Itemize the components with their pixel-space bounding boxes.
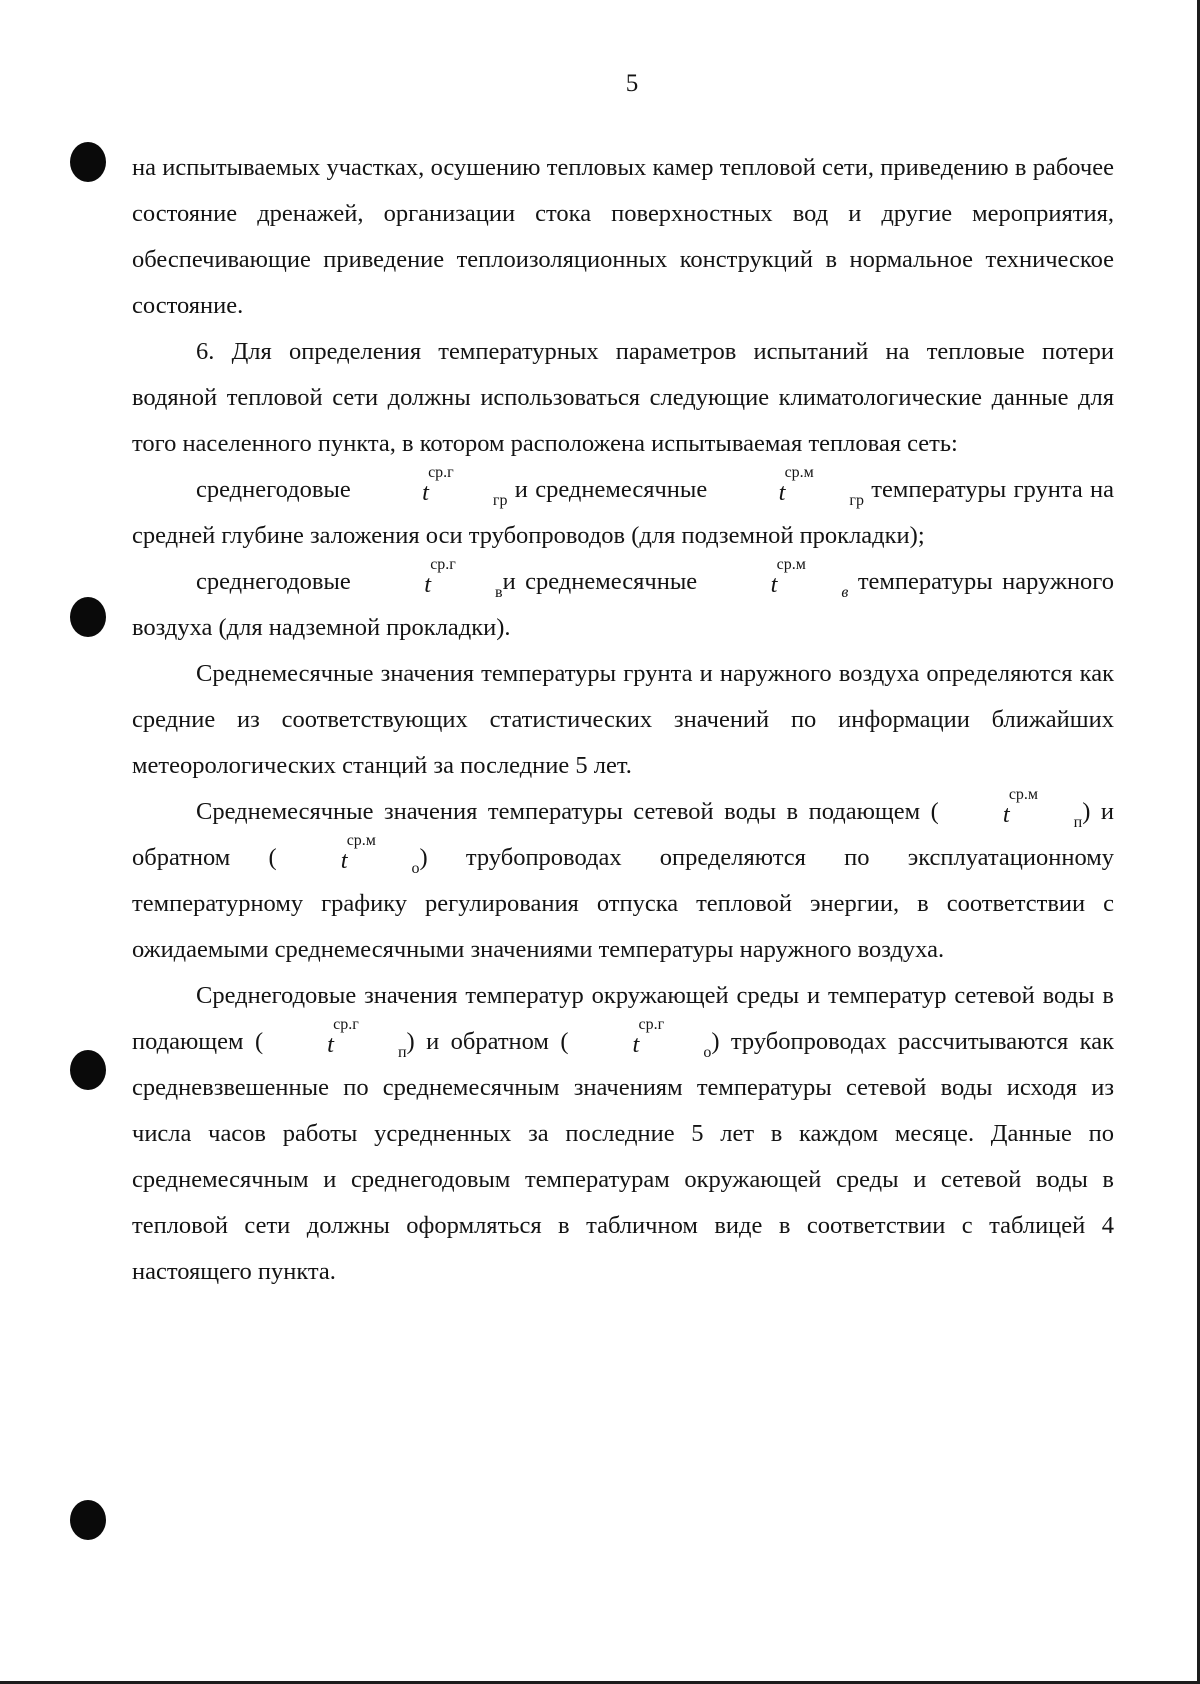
formula-t-o-sr-g: t о ср.г: [632, 1016, 712, 1061]
paragraph: Среднегодовые значения температур окружающей среды и температур сетевой воды в подающем ( t п ср.г ) и обратном ( t о ср.г ) трубопроводах рассчитываются как средневзвешенные по среднемесячным значениям температуры сетевой воды исходя из числа часов работы усредненных за последние 5 лет в каждом месяце. Данные по среднемесячным и среднегодовым температурам окружающей среды и сетевой воды в тепловой сети должны оформляться в табличном виде в соответствии с таблицей 4 настоящего пункта.: [132, 982, 1114, 1285]
paragraph: среднегодовые t гр ср.г и среднемесячные t гр ср.м температуры грунта на средней глубине заложения оси трубопроводов (для подземной прокладки);: [132, 464, 1115, 549]
formula-t-p-sr-m: t п ср.м: [1002, 786, 1083, 831]
paragraph: 6. Для определения температурных параметров испытаний на тепловые потери водяной тепловой сети должны использоваться следующие климатологические данные для того населенного пункта, в котором расположена испытываемая тепловая сеть:: [132, 338, 1114, 457]
punch-hole: [70, 1500, 106, 1540]
punch-hole: [70, 1050, 106, 1090]
formula-t-gr-sr-m: t гр ср.м: [778, 464, 864, 509]
formula-t-o-sr-m: t о ср.м: [340, 832, 420, 877]
body-text: [132, 145, 1114, 1295]
paragraph: Среднемесячные значения температуры сетевой воды в подающем ( t п ср.м ) и обратном ( t о ср.м ) трубопроводах определяются по эксплуатационному температурному графику регулирования отпуска тепловой энергии, в соответствии с ожидаемыми среднемесячными значениями температуры наружного воздуха.: [132, 786, 1114, 963]
formula-t-gr-sr-g: t гр ср.г: [422, 464, 508, 509]
paragraph: на испытываемых участках, осушению тепловых камер тепловой сети, приведению в рабочее состояние дренажей, организации стока поверхностных вод и другие мероприятия, обеспечивающие приведение теплоизоляционных конструкций в нормальное техническое состояние.: [132, 154, 1114, 319]
page-number: 5: [625, 70, 639, 97]
formula-t-p-sr-g: t п ср.г: [327, 1016, 407, 1061]
formula-t-v-sr-g: t в ср.г: [424, 556, 503, 601]
paragraph: среднегодовые t в ср.г и среднемесячные t в ср.м температуры наружного воздуха (для надземной прокладки).: [132, 556, 1115, 641]
paragraph: Среднемесячные значения температуры грунта и наружного воздуха определяются как средние из соответствующих статистических значений по информации ближайших метеорологических станций за последние 5 лет.: [132, 660, 1114, 779]
punch-hole: [70, 142, 106, 182]
formula-t-v-sr-m: t в ср.м: [770, 556, 849, 601]
punch-hole: [70, 597, 106, 637]
